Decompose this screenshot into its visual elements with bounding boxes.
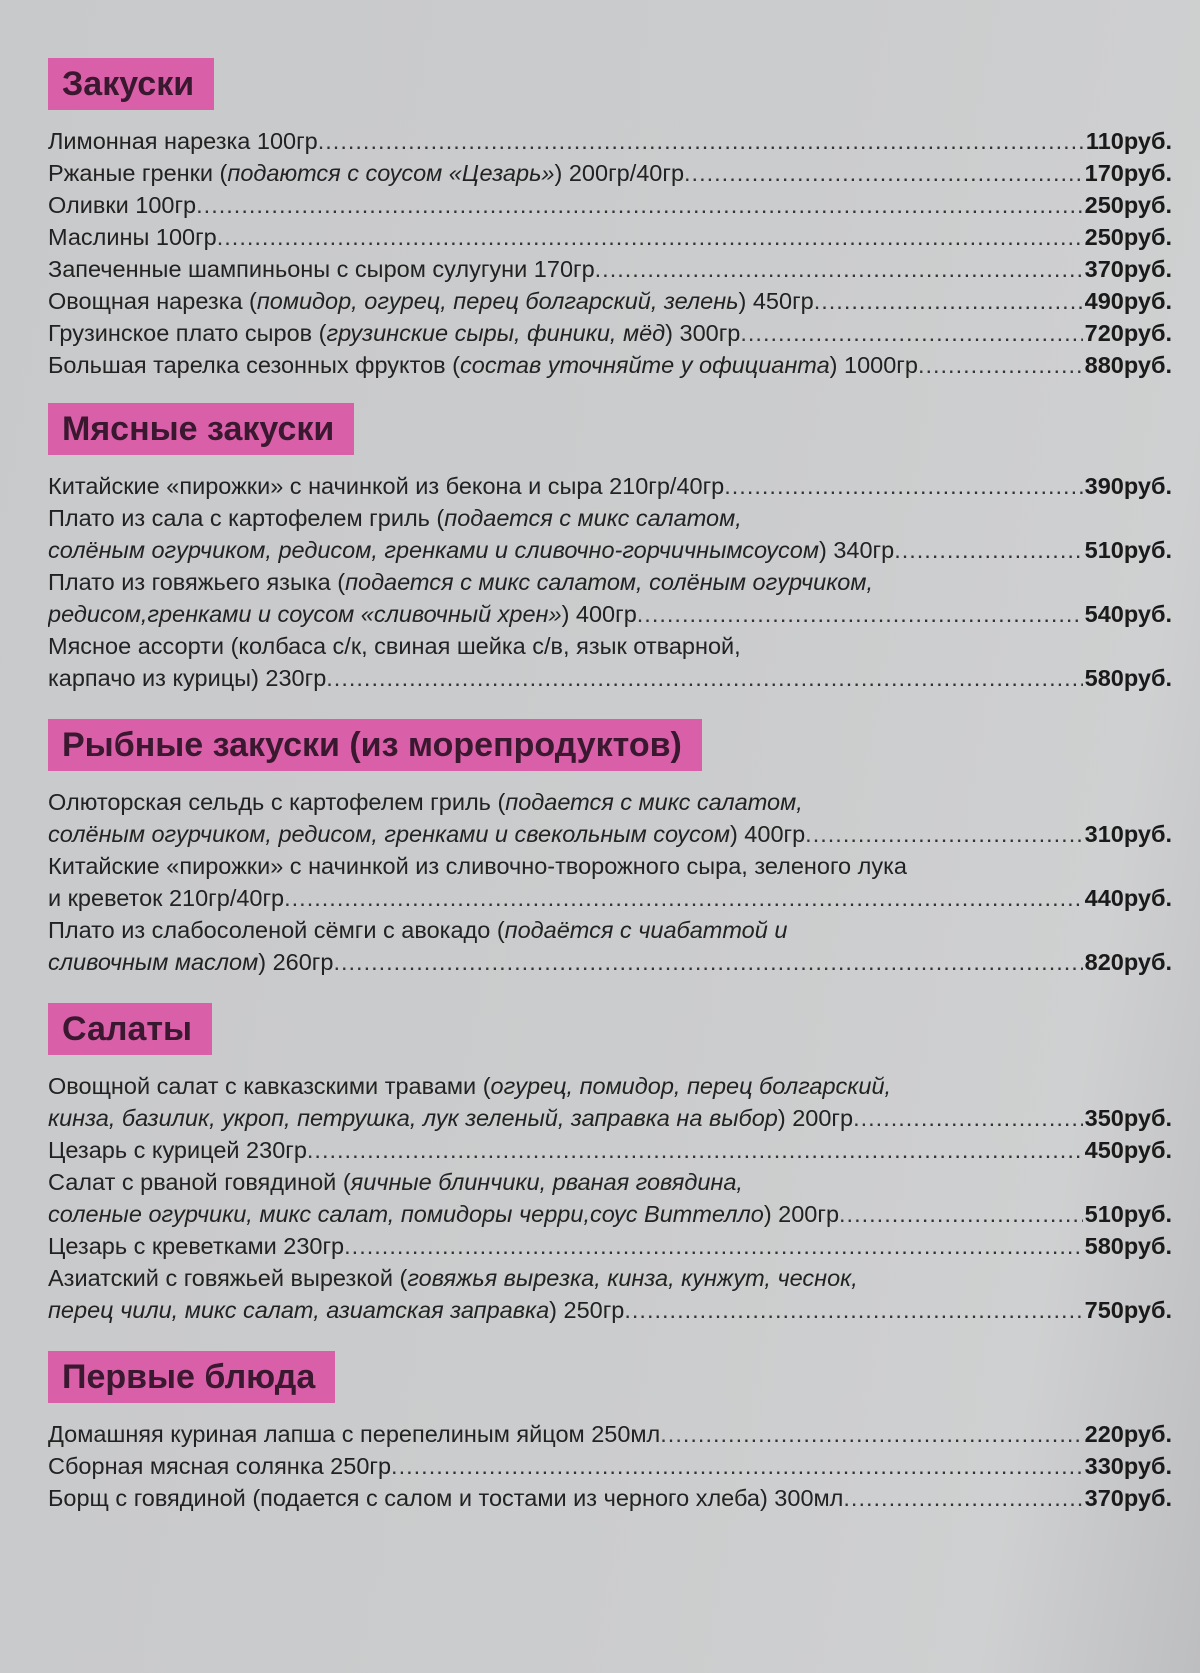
menu-item-line [48,1418,1172,1450]
menu-item-line [48,157,1172,189]
item-price: 580руб. [1084,1233,1172,1259]
item-note: состав уточняйте у официанта [460,352,830,378]
menu-item-line [48,349,1172,381]
item-text: и креветок 210гр/40гр [48,885,285,911]
section-title: Первые блюда [48,1351,335,1403]
menu-item [48,1230,1172,1262]
item-price: 880руб. [1084,352,1172,378]
dot-leader [839,1198,1083,1230]
menu-section [48,58,1172,381]
menu-item-line [48,1262,1172,1294]
item-price: 350руб. [1084,1105,1172,1131]
item-text: Плато из сала с картофелем гриль ( [48,505,445,531]
item-note: сливочным маслом [48,949,259,975]
menu-items [48,470,1172,694]
menu-item-line [48,818,1172,850]
item-price: 540руб. [1084,601,1172,627]
menu-item [48,1134,1172,1166]
menu-item [48,1262,1172,1326]
menu-item [48,470,1172,502]
dot-leader [333,946,1082,978]
dot-leader [344,1230,1082,1262]
dot-leader [595,253,1083,285]
dot-leader [391,1450,1083,1482]
dot-leader [660,1418,1082,1450]
item-text: ) 200гр [777,1105,854,1131]
menu-item-line [48,125,1172,157]
menu-item [48,221,1172,253]
menu-item-line [48,317,1172,349]
item-note: огурец, помидор, перец болгарский, [490,1073,892,1099]
item-text: ) 1000гр [829,352,918,378]
menu-item [48,850,1172,914]
menu-item-line [48,253,1172,285]
menu-item [48,630,1172,694]
item-text: Мясное ассорти (колбаса с/к, свиная шейка с/в, язык отварной, [48,633,741,659]
item-price: 720руб. [1084,320,1172,346]
dot-leader [326,662,1082,694]
item-note: грузинские сыры, финики, мёд [326,320,666,346]
menu-item [48,285,1172,317]
item-note: подается с микс салатом, [505,789,803,815]
menu-item-line [48,189,1172,221]
item-note: кинза, базилик, укроп, петрушка, лук зеленый, заправка на выбор [48,1105,778,1131]
item-note: подается с микс салатом, [444,505,742,531]
item-note: солёным огурчиком, редисом, гренками и сливочно-горчичнымсоусом [48,537,819,563]
dot-leader [894,534,1082,566]
menu-item [48,1450,1172,1482]
menu-item [48,786,1172,850]
menu-item [48,189,1172,221]
item-text: карпачо из курицы) 230гр [48,665,327,691]
item-price: 310руб. [1084,821,1172,847]
item-note: подаётся с чиабаттой и [504,917,788,943]
item-price: 330руб. [1084,1453,1172,1479]
item-text: Грузинское плато сыров ( [48,320,327,346]
menu-item-line [48,1166,1172,1198]
item-price: 250руб. [1084,192,1172,218]
dot-leader [684,157,1083,189]
item-text: Плато из говяжьего языка ( [48,569,346,595]
item-text: Плато из слабосоленой сёмги с авокадо ( [48,917,505,943]
item-text: Китайские «пирожки» с начинкой из бекона и сыра 210гр/40гр [48,473,725,499]
item-text: ) 400гр [561,601,637,627]
section-title: Закуски [48,58,214,110]
menu-item-line [48,566,1172,598]
dot-leader [843,1482,1082,1514]
item-text: ) 450гр [738,288,814,314]
menu-section [48,719,1172,978]
menu-item-line [48,630,1172,662]
item-text: ) 250гр [549,1297,625,1323]
item-text: Борщ с говядиной (подается с салом и тостами из черного хлеба) 300мл [48,1485,844,1511]
item-text: ) 200гр/40гр [554,160,685,186]
menu-item-line [48,1198,1172,1230]
menu-item-line [48,1134,1172,1166]
item-price: 820руб. [1084,949,1172,975]
menu-items [48,1070,1172,1326]
item-note: говяжья вырезка, кинза, кунжут, чеснок, [407,1265,858,1291]
item-price: 510руб. [1084,1201,1172,1227]
item-note: солёным огурчиком, редисом, гренками и свекольным соусом [48,821,730,847]
menu-item-line [48,221,1172,253]
item-price: 370руб. [1084,256,1172,282]
item-text: Овощной салат с кавказскими травами ( [48,1073,491,1099]
menu-item-line [48,285,1172,317]
menu-item-line [48,1294,1172,1326]
item-text: Цезарь с креветками 230гр [48,1233,345,1259]
item-price: 750руб. [1084,1297,1172,1323]
item-text: Овощная нарезка ( [48,288,257,314]
item-text: Большая тарелка сезонных фруктов ( [48,352,460,378]
dot-leader [740,317,1082,349]
item-text: Маслины 100гр [48,224,217,250]
menu-item-line [48,1482,1172,1514]
item-text: ) 260гр [258,949,334,975]
menu-item-line [48,1102,1172,1134]
item-text: ) 400гр [729,821,806,847]
menu-item-line [48,946,1172,978]
menu-item-line [48,850,1172,882]
menu-items [48,1418,1172,1514]
menu-item [48,914,1172,978]
item-text: Сборная мясная солянка 250гр [48,1453,392,1479]
item-note: подается с микс салатом, солёным огурчиком, [345,569,874,595]
menu-item [48,1166,1172,1230]
menu-item [48,157,1172,189]
dot-leader [724,470,1082,502]
item-text: Оливки 100гр [48,192,197,218]
dot-leader [217,221,1083,253]
dot-leader [814,285,1083,317]
item-text: Ржаные гренки ( [48,160,228,186]
item-price: 170руб. [1084,160,1172,186]
menu-page [48,58,1172,1514]
menu-item-line [48,662,1172,694]
item-price: 580руб. [1084,665,1172,691]
item-price: 450руб. [1084,1137,1172,1163]
menu-item-line [48,598,1172,630]
menu-section [48,1351,1172,1514]
dot-leader [196,189,1082,221]
menu-item-line [48,534,1172,566]
menu-item-line [48,1230,1172,1262]
item-text: ) 200гр [763,1201,840,1227]
menu-item [48,1482,1172,1514]
menu-items [48,125,1172,381]
item-note: редисом,гренками и соусом «сливочный хрен» [48,601,562,627]
dot-leader [624,1294,1082,1326]
item-price: 490руб. [1084,288,1172,314]
item-note: подаются с соусом «Цезарь» [227,160,555,186]
dot-leader [307,1134,1083,1166]
item-text: Азиатский с говяжьей вырезкой ( [48,1265,408,1291]
item-price: 440руб. [1084,885,1172,911]
menu-item [48,1070,1172,1134]
item-text: Олюторская сельдь с картофелем гриль ( [48,789,506,815]
item-text: Цезарь с курицей 230гр [48,1137,307,1163]
menu-section [48,1003,1172,1326]
item-text: Домашняя куриная лапша с перепелиным яйцом 250мл [48,1421,661,1447]
item-price: 390руб. [1084,473,1172,499]
menu-section [48,403,1172,694]
item-note: перец чили, микс салат, азиатская заправка [48,1297,550,1323]
menu-item [48,502,1172,566]
menu-items [48,786,1172,978]
item-text: Запеченные шампиньоны с сыром сулугуни 170гр [48,256,595,282]
item-note: яичные блинчики, рваная говядина, [350,1169,743,1195]
section-title: Мясные закуски [48,403,354,455]
section-title: Рыбные закуски (из морепродуктов) [48,719,702,771]
menu-item [48,317,1172,349]
menu-item-line [48,1070,1172,1102]
dot-leader [318,125,1084,157]
item-price: 510руб. [1084,537,1172,563]
section-title: Салаты [48,1003,212,1055]
menu-item-line [48,882,1172,914]
item-price: 370руб. [1084,1485,1172,1511]
item-text: Салат с рваной говядиной ( [48,1169,351,1195]
dot-leader [805,818,1082,850]
item-note: соленые огурчики, микс салат, помидоры черри,соус Виттелло [48,1201,764,1227]
item-text: ) 300гр [665,320,741,346]
dot-leader [918,349,1083,381]
menu-item [48,1418,1172,1450]
item-text: Лимонная нарезка 100гр [48,128,318,154]
menu-item-line [48,786,1172,818]
item-text: Китайские «пирожки» с начинкой из сливочно-творожного сыра, зеленого лука [48,853,907,879]
dot-leader [853,1102,1083,1134]
item-text: ) 340гр [818,537,895,563]
item-price: 220руб. [1084,1421,1172,1447]
menu-item [48,566,1172,630]
menu-item-line [48,1450,1172,1482]
menu-item-line [48,914,1172,946]
menu-item-line [48,470,1172,502]
item-price: 250руб. [1084,224,1172,250]
dot-leader [637,598,1083,630]
item-note: помидор, огурец, перец болгарский, зелень [256,288,739,314]
item-price: 110руб. [1085,128,1172,154]
dot-leader [284,882,1083,914]
menu-item-line [48,502,1172,534]
menu-item [48,349,1172,381]
menu-item [48,253,1172,285]
menu-item [48,125,1172,157]
